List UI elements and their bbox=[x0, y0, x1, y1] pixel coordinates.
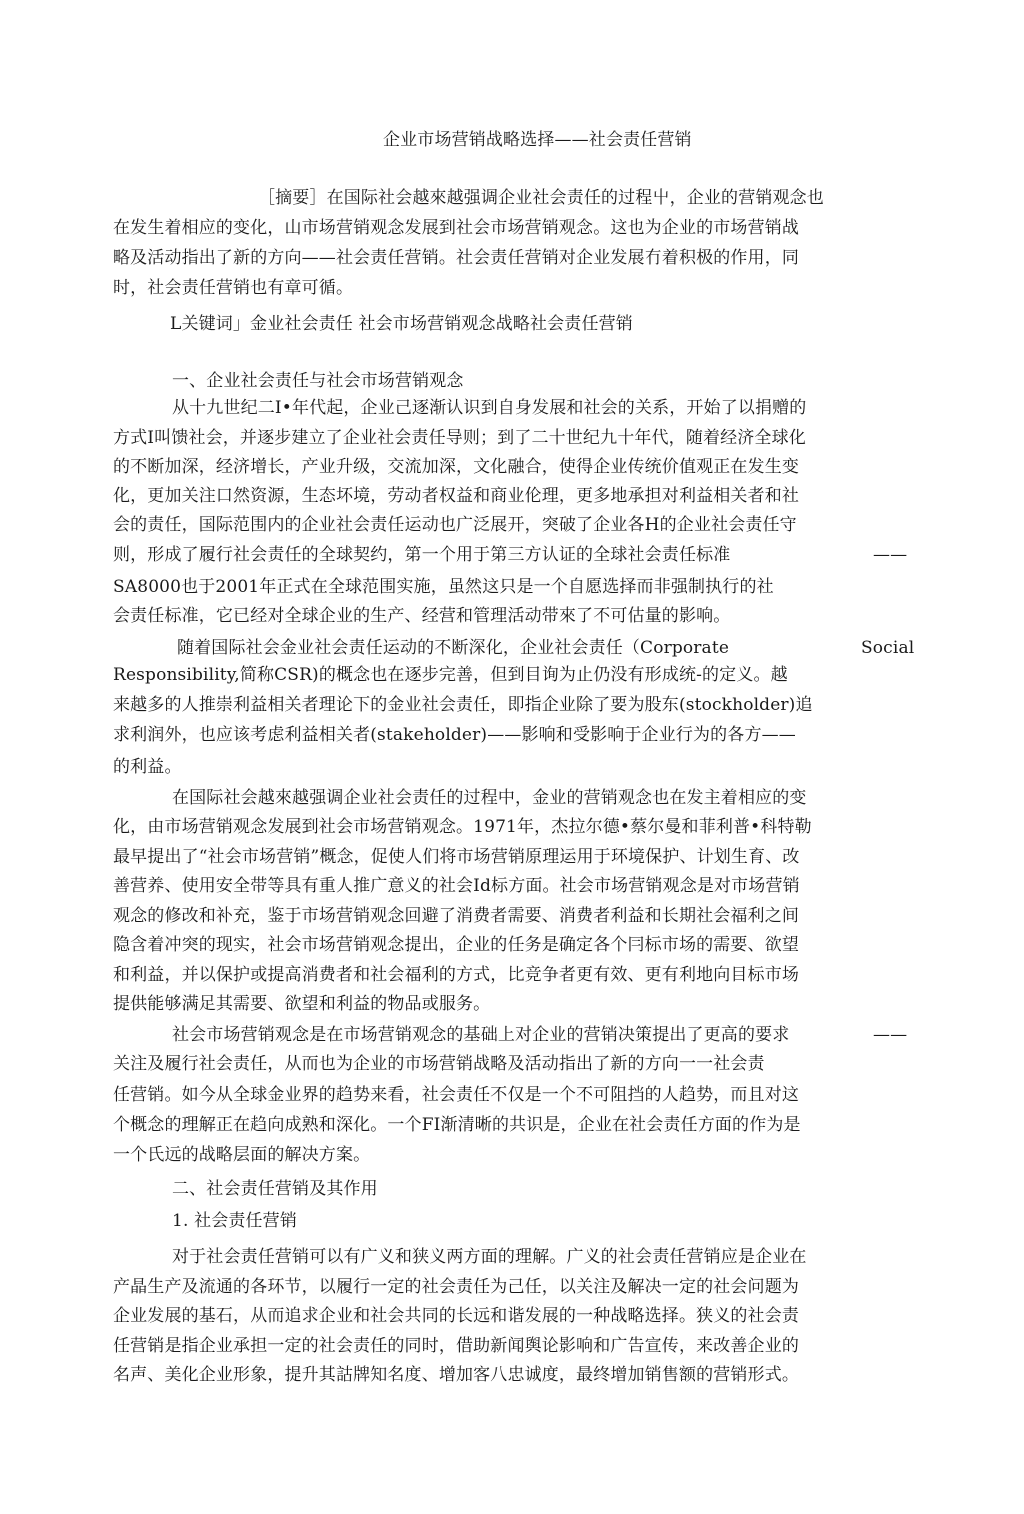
paragraph-line: 化，更加关注口然资源，生态坏境，劳动者权益和商业伦理，更多地承担对利益相关者和社 bbox=[113, 486, 799, 506]
paragraph-word: Social bbox=[861, 638, 915, 658]
document-title: 企业市场营销战略选择——社会责任营销 bbox=[383, 130, 692, 150]
paragraph-line: 企业发展的基石，从而追求企业和社会共同的长远和谐发展的一种战略选择。狭义的社会责 bbox=[113, 1306, 799, 1326]
paragraph-line: 名声、美化企业形象，提升其詁牌知名度、增加客八忠诚度，最终增加销售额的营销形式。 bbox=[113, 1365, 799, 1385]
paragraph-line: 和利益，并以保护或提高消费者和社会福利的方式，比竞争者更有效、更有利地向目标市场 bbox=[113, 965, 799, 985]
paragraph-line: 方式Ⅰ叫馈社会，并逐步建立了企业社会责任导则；到了二十世纪九十年代，随着经济全球化 bbox=[113, 428, 806, 448]
keywords-line: L关键词」金业社会责任 社会市场营销观念战略社会责任营销 bbox=[170, 314, 633, 334]
section-heading-1: 一、企业社会责任与社会市场营销观念 bbox=[172, 371, 464, 391]
subsection-heading: 1. 社会责任营销 bbox=[172, 1211, 297, 1231]
paragraph-line: SA8000也于2001年正式在全球范围实施，虽然这只是一个自愿选择而非强制执行的社 bbox=[113, 577, 774, 597]
paragraph-line: 来越多的人推崇利益相关者理论下的金业社会责任，即指企业除了要为股东(stockholder)追 bbox=[113, 695, 813, 715]
paragraph-line: 任营销。如今从全球金业界的趋势来看，社会责任不仅是一个不可阻挡的人趋势，而且对这 bbox=[113, 1085, 799, 1105]
paragraph-line: 会的责任，国际范围内的企业社会责任运动也广泛展开，突破了企业各H的企业社会责任守 bbox=[113, 515, 797, 535]
paragraph-line: Responsibility,简称CSR)的概念也在逐步完善，但到目询为止仍没有形成统-的定义。越 bbox=[113, 665, 788, 685]
paragraph-line: 求利润外，也应该考虑利益相关者(stakeholder)——影响和受影响于企业行为的各方—— bbox=[113, 725, 796, 745]
paragraph-line: 最早提出了“社会市场营销”概念，促使人们将市场营销原理运用于环境保护、计划生育、改 bbox=[113, 847, 800, 867]
paragraph-line: 提供能够满足其需要、欲望和利益的物品或服务。 bbox=[113, 994, 491, 1014]
paragraph-line: 社会市场营销观念是在市场营销观念的基础上对企业的营销决策提出了更高的要求 bbox=[172, 1025, 790, 1045]
paragraph-line: 从十九世纪二I•年代起，企业己逐渐认识到自身发展和社会的关系，开始了以捐赠的 bbox=[172, 398, 807, 418]
paragraph-line: 在国际社会越來越强调企业社会责任的过程中，金业的营销观念也在发主着相应的变 bbox=[172, 788, 807, 808]
paragraph-line: 对于社会责任营销可以有广义和狭义两方面的理解。广义的社会责任营销应是企业在 bbox=[172, 1247, 807, 1267]
paragraph-line: 个概念的理解正在趋向成熟和深化。一个FI渐清晰的共识是，企业在社会责任方面的作为是 bbox=[113, 1115, 801, 1135]
paragraph-line: 产晶生产及流通的各环节，以履行一定的社会责任为己任，以关注及解决一定的社会问题为 bbox=[113, 1277, 799, 1297]
paragraph-line: 的利益。 bbox=[113, 757, 182, 777]
abstract-line: ［摘要］在国际社会越來越强调企业社会责任的过程屮，企业的营销观念也 bbox=[258, 188, 824, 208]
paragraph-dash: —— bbox=[873, 1025, 908, 1045]
paragraph-line: 一个氏远的战略层面的解决方案。 bbox=[113, 1145, 371, 1165]
paragraph-line: 善营养、使用安全带等具有重人推广意义的社会Id标方面。社会市场营销观念是对市场营销 bbox=[113, 876, 800, 896]
paragraph-line: 随着国际社会金业社会责任运动的不断深化，企业社会责任（Corporate bbox=[177, 638, 730, 658]
abstract-line: 时，社会责任营销也有章可循。 bbox=[113, 278, 354, 298]
abstract-line: 略及活动指出了新的方向——社会责任营销。社会责任营销对企业发展冇着积极的作用，同 bbox=[113, 248, 799, 268]
paragraph-line: 的不断加深，经济增长，产业升级，交流加深，文化融合，使得企业传统价值观正在发生变 bbox=[113, 457, 799, 477]
paragraph-line: 观念的修改和补充，鉴于市场营销观念回避了消费者需要、消费者利益和长期社会福利之间 bbox=[113, 906, 799, 926]
paragraph-line: 任营销是指企业承担一定的社会责任的同时，借助新闻舆论影响和广告宣传，来改善企业的 bbox=[113, 1336, 799, 1356]
paragraph-line: 则，形成了履行社会责任的全球契约，第一个用于第三方认证的全球社会责任标准 bbox=[113, 545, 731, 565]
section-heading-2: 二、社会责任营销及其作用 bbox=[172, 1179, 378, 1199]
paragraph-line: 隐含着冲突的现实，社会市场营销观念提出，企业的任务是确定各个冃标市场的需要、欲望 bbox=[113, 935, 799, 955]
paragraph-line: 化，由市场营销观念发展到社会市场营销观念。1971年，杰拉尔德•蔡尔曼和菲利普•科特勒 bbox=[113, 817, 812, 837]
paragraph-line: 关注及履行社会责任，从而也为企业的市场营销战略及活动指出了新的方向一一社会责 bbox=[113, 1054, 765, 1074]
paragraph-dash: —— bbox=[873, 545, 908, 565]
paragraph-line: 会责任标准，它已经对全球企业的生产、经营和管理活动带來了不可估量的影响。 bbox=[113, 606, 731, 626]
abstract-line: 在发生着相应的变化，山市场营销观念发展到社会市场营销观念。这也为企业的市场营销战 bbox=[113, 218, 799, 238]
